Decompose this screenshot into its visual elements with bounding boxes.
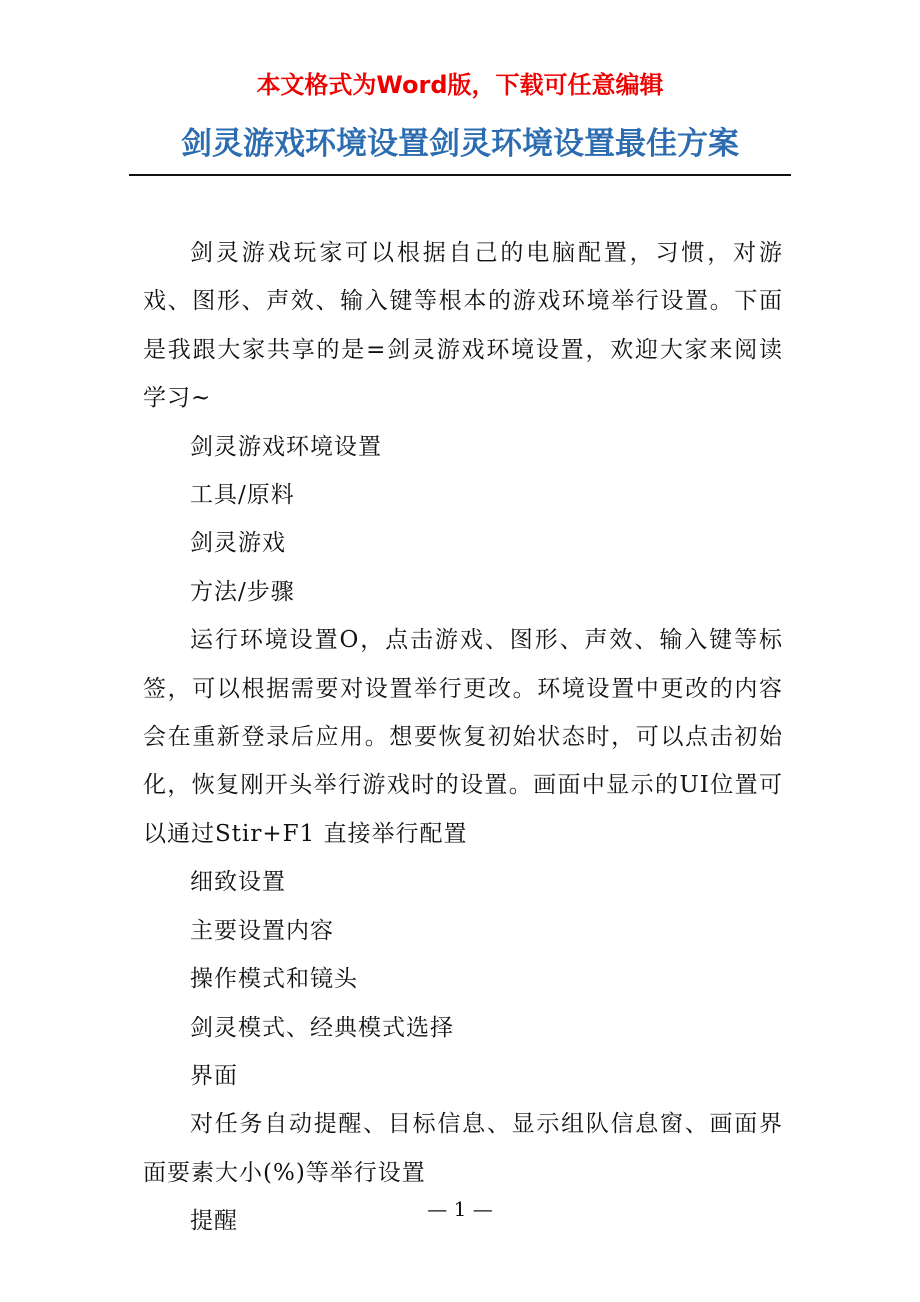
heading-control-camera: 操作模式和镜头 xyxy=(190,966,358,993)
paragraph-intro: 剑灵游戏玩家可以根据自己的电脑配置，习惯，对游戏、图形、声效、输入键等根本的游戏环境举行设置。下面是我跟大家共享的是=剑灵游戏环境设置，欢迎大家来阅读学习~ xyxy=(143,240,783,412)
format-notice-banner: 本文格式为Word版，下载可任意编辑 xyxy=(256,71,664,99)
heading-tools-materials: 工具/原料 xyxy=(190,482,295,509)
heading-main-settings: 主要设置内容 xyxy=(190,917,334,944)
document-body xyxy=(143,229,783,1246)
heading-methods-steps: 方法/步骤 xyxy=(190,578,295,605)
heading-environment-settings: 剑灵游戏环境设置 xyxy=(190,433,382,460)
paragraph-game-name: 剑灵游戏 xyxy=(190,530,286,557)
paragraph-mode-selection: 剑灵模式、经典模式选择 xyxy=(190,1014,454,1041)
paragraph-steps-detail: 运行环境设置O，点击游戏、图形、声效、输入键等标签，可以根据需要对设置举行更改。环境设置中更改的内容会在重新登录后应用。想要恢复初始状态时，可以点击初始化，恢复刚开头举行游戏时的设置。画面中显示的UI位置可以通过Stir+F1 直接举行配置 xyxy=(143,627,783,847)
paragraph-interface-detail: 对任务自动提醒、目标信息、显示组队信息窗、画面界面要素大小(%)等举行设置 xyxy=(143,1111,783,1186)
document-title: 剑灵游戏环境设置剑灵环境设置最佳方案 xyxy=(181,126,739,162)
title-divider xyxy=(129,174,791,176)
heading-detailed-settings: 细致设置 xyxy=(190,869,286,896)
heading-reminder: 提醒 xyxy=(190,1208,238,1235)
heading-interface: 界面 xyxy=(190,1062,238,1089)
page-number: — 1 — xyxy=(427,1197,493,1221)
